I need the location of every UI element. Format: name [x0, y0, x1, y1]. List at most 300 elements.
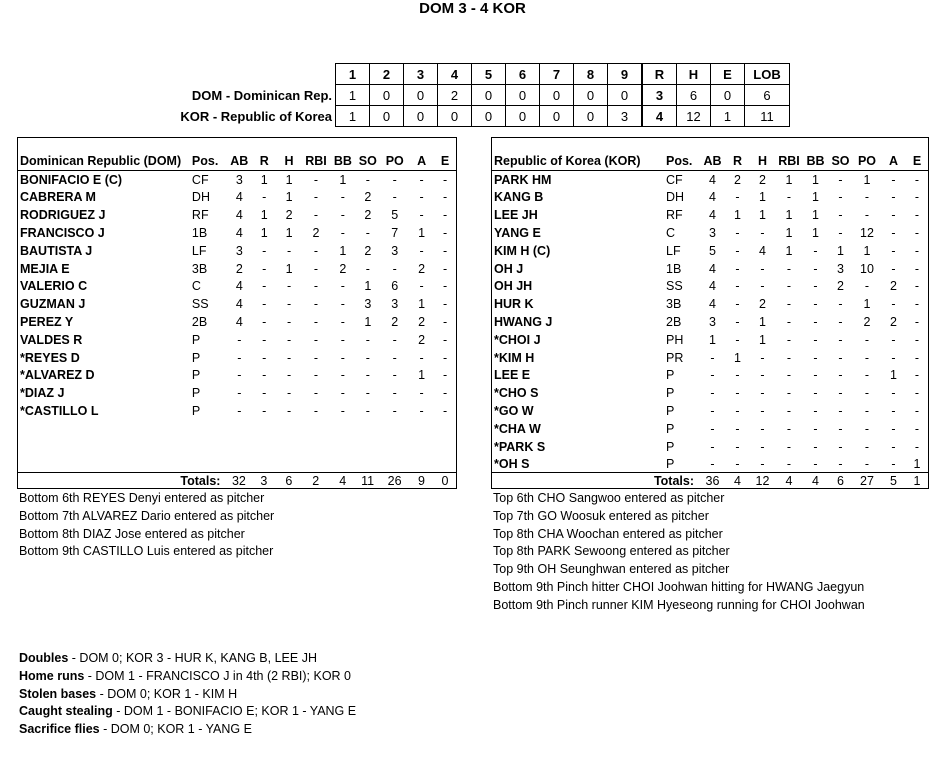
inning-score: 0 [472, 85, 506, 106]
total-cell: 2 [312, 473, 320, 488]
column-header: Pos. [664, 152, 700, 170]
player-position: PR [666, 350, 684, 365]
stat-cell: 1 [812, 226, 819, 241]
table-row [492, 349, 928, 367]
table-row [18, 206, 456, 224]
stat-cell: - [864, 350, 870, 365]
table-row [492, 278, 928, 296]
stat-cell: - [760, 368, 765, 383]
stat-cell: - [392, 404, 397, 419]
stat-cell: - [262, 332, 267, 347]
inning-header: 3 [404, 64, 438, 85]
stat-cell: 1 [837, 243, 844, 258]
stat-cell: - [365, 226, 370, 241]
kor-batting-table [492, 152, 928, 473]
stat-cell: - [313, 350, 319, 365]
stat-cell: 2 [837, 279, 844, 294]
stat-cell: - [864, 208, 870, 223]
stat-cell: - [891, 226, 896, 241]
stat-cell: 1 [285, 261, 293, 276]
stat-cell: 1 [260, 208, 268, 223]
player-name: PEREZ Y [20, 315, 74, 330]
player-name: OH JH [494, 279, 533, 294]
table-row [18, 278, 456, 296]
summary-text: - DOM 0; KOR 1 - KIM H [96, 686, 238, 701]
summary-label: Home runs [19, 668, 85, 683]
total-cell: 0 [441, 473, 449, 488]
table-row [492, 420, 928, 438]
stat-cell: 1 [418, 226, 426, 241]
stat-cell: 2 [759, 172, 766, 187]
player-position: P [191, 368, 201, 383]
player-position: P [191, 404, 201, 419]
summary-line [19, 703, 356, 721]
stat-cell: - [392, 190, 397, 205]
kor-substitution-notes [493, 490, 865, 615]
stat-cell: 1 [863, 243, 871, 258]
stat-cell: 1 [785, 243, 793, 258]
stat-cell: - [419, 190, 424, 205]
stat-cell: - [838, 350, 843, 365]
column-header: PO [853, 152, 881, 170]
table-row [492, 456, 928, 474]
player-name: *OH S [494, 457, 530, 472]
stat-cell: - [262, 261, 267, 276]
totals-row [18, 473, 456, 488]
stat-cell: - [365, 261, 370, 276]
player-name: *CASTILLO L [20, 404, 99, 419]
stat-cell: - [914, 404, 920, 419]
column-header: H [277, 152, 302, 170]
table-row [18, 402, 456, 420]
stat-cell: - [760, 457, 765, 472]
stat-cell: - [760, 226, 765, 241]
table-row [492, 367, 928, 385]
inning-score: 0 [540, 106, 574, 127]
stat-cell: - [442, 386, 448, 401]
table-row [18, 313, 456, 331]
stat-cell: - [313, 243, 319, 258]
column-header: SO [828, 152, 853, 170]
stat-cell: - [914, 243, 920, 258]
stat-cell: - [864, 190, 870, 205]
stat-cell: - [735, 332, 740, 347]
stat-cell: 1 [759, 190, 766, 205]
stat-cell: - [914, 421, 920, 436]
inning-header: 5 [472, 64, 506, 85]
stat-cell: - [786, 404, 792, 419]
player-name: HUR K [494, 297, 534, 312]
summary-label: Sacrifice flies [19, 722, 100, 737]
stat-cell: 1 [418, 368, 426, 383]
stat-cell: - [735, 421, 740, 436]
stat-cell: - [891, 297, 896, 312]
summary-label: Caught stealing [19, 704, 113, 719]
stat-cell: - [864, 421, 870, 436]
stat-cell: - [442, 208, 448, 223]
player-name: KIM H (C) [494, 243, 551, 258]
player-position: P [191, 386, 201, 401]
stat-cell: - [365, 404, 370, 419]
inning-score: 0 [404, 106, 438, 127]
stat-cell: - [710, 457, 715, 472]
stat-cell: - [710, 350, 715, 365]
player-position: P [666, 439, 675, 454]
inning-header: 4 [438, 64, 472, 85]
inning-score: 0 [370, 85, 404, 106]
player-name: FRANCISCO J [20, 226, 105, 241]
stat-cell: 6 [391, 279, 399, 294]
player-position: RF [666, 208, 683, 223]
stat-cell: 12 [860, 226, 874, 241]
box-header-row [18, 152, 456, 170]
inning-score: 0 [370, 106, 404, 127]
team-header: Republic of Korea (KOR) [492, 152, 664, 170]
player-position: CF [191, 172, 209, 187]
player-position: 3B [191, 261, 208, 276]
stat-cell: 5 [709, 243, 716, 258]
stat-cell: - [286, 404, 292, 419]
stat-cell: - [340, 404, 345, 419]
stat-cell: 3 [837, 261, 844, 276]
stat-cell: - [262, 279, 267, 294]
stat-cell: - [735, 368, 740, 383]
runs-header: R [642, 64, 677, 85]
stat-cell: - [392, 332, 397, 347]
stat-cell: - [864, 457, 870, 472]
substitution-note: Bottom 9th Pinch hitter CHOI Joohwan hitting for HWANG Jaegyun [493, 579, 865, 594]
player-name: *DIAZ J [20, 386, 65, 401]
stat-cell: - [442, 172, 448, 187]
page-title: DOM 3 - 4 KOR [419, 0, 526, 17]
player-position: P [666, 404, 675, 419]
player-name: *PARK S [494, 439, 546, 454]
stat-cell: 2 [391, 315, 399, 330]
stat-cell: - [838, 208, 843, 223]
stat-cell: - [838, 190, 843, 205]
stat-cell: - [914, 190, 920, 205]
stat-cell: - [735, 386, 740, 401]
stat-cell: 1 [759, 208, 766, 223]
stat-cell: 4 [235, 279, 243, 294]
errors-header: E [711, 64, 745, 85]
player-name: OH J [494, 261, 524, 276]
summary-text: - DOM 1 - FRANCISCO J in 4th (2 RBI); KOR 0 [84, 668, 352, 683]
player-position: P [191, 350, 201, 365]
stat-cell: - [313, 172, 319, 187]
stat-cell: 4 [709, 279, 716, 294]
box-header-row [492, 152, 928, 170]
stat-cell: - [365, 172, 370, 187]
stat-cell: 2 [759, 297, 766, 312]
team-errors: 0 [711, 85, 745, 106]
table-row [18, 295, 456, 313]
stat-cell: - [735, 190, 740, 205]
stat-cell: - [419, 279, 424, 294]
player-name: VALDES R [20, 332, 83, 347]
summary-line [19, 668, 356, 686]
stat-cell: - [419, 404, 424, 419]
stat-cell: - [760, 261, 765, 276]
stat-cell: - [286, 279, 292, 294]
stat-cell: - [760, 439, 765, 454]
stat-cell: - [286, 332, 292, 347]
substitution-note: Bottom 7th ALVAREZ Dario entered as pitcher [19, 508, 275, 523]
totals-label: Totals: [180, 473, 221, 488]
stat-cell: - [813, 386, 818, 401]
stat-cell: - [914, 261, 920, 276]
stat-cell: - [262, 315, 267, 330]
player-position: SS [191, 297, 209, 312]
stat-cell: - [838, 404, 843, 419]
stat-cell: - [313, 368, 319, 383]
line-score-table [170, 63, 790, 127]
table-row [18, 384, 456, 402]
inning-score: 0 [404, 85, 438, 106]
stat-cell: - [340, 386, 345, 401]
team-hits: 12 [677, 106, 711, 127]
stat-cell: - [442, 297, 448, 312]
inning-score: 1 [336, 85, 370, 106]
player-position: P [666, 386, 675, 401]
stat-cell: - [442, 332, 448, 347]
stat-cell: - [735, 457, 740, 472]
stat-cell: 1 [785, 226, 793, 241]
column-header: H [750, 152, 775, 170]
stat-cell: 1 [260, 172, 268, 187]
stat-cell: - [864, 386, 870, 401]
player-position: 3B [666, 297, 682, 312]
stat-cell: 3 [235, 172, 243, 187]
inning-score: 1 [336, 106, 370, 127]
stat-cell: - [735, 439, 740, 454]
stat-cell: - [442, 243, 448, 258]
stat-cell: - [914, 439, 920, 454]
inning-header: 9 [608, 64, 643, 85]
stat-cell: - [365, 332, 370, 347]
stat-cell: - [891, 404, 896, 419]
stat-cell: - [419, 350, 424, 365]
player-position: PH [666, 332, 684, 347]
total-cell: 4 [339, 473, 347, 488]
stat-cell: 1 [812, 190, 819, 205]
stat-cell: 2 [312, 226, 320, 241]
table-row [18, 367, 456, 385]
player-position: LF [191, 243, 207, 258]
stat-cell: - [864, 279, 870, 294]
team-lob: 6 [745, 85, 790, 106]
game-summary [19, 650, 356, 739]
stat-cell: 1 [285, 190, 293, 205]
stat-cell: - [838, 421, 843, 436]
player-name: GUZMAN J [20, 297, 86, 312]
stat-cell: - [813, 421, 818, 436]
inning-score: 0 [574, 85, 608, 106]
stat-cell: - [813, 297, 818, 312]
player-position: P [666, 457, 675, 472]
stat-cell: - [891, 172, 896, 187]
stat-cell: - [313, 279, 319, 294]
team-runs: 4 [642, 106, 677, 127]
player-position: LF [666, 243, 681, 258]
stat-cell: 4 [709, 208, 716, 223]
stat-cell: - [891, 243, 896, 258]
stat-cell: - [735, 279, 740, 294]
stat-cell: 1 [364, 279, 372, 294]
player-name: BONIFACIO E (C) [20, 172, 123, 187]
stat-cell: - [914, 208, 920, 223]
summary-label: Doubles [19, 651, 69, 665]
player-position: 1B [666, 261, 682, 276]
stat-cell: 1 [913, 457, 921, 472]
player-name: CABRERA M [20, 190, 96, 205]
table-row [492, 224, 928, 242]
stat-cell: - [813, 457, 818, 472]
stat-cell: - [864, 404, 870, 419]
stat-cell: - [786, 421, 792, 436]
stat-cell: 1 [285, 172, 293, 187]
stat-cell: - [864, 439, 870, 454]
stat-cell: 2 [890, 315, 897, 330]
stat-cell: - [838, 315, 843, 330]
summary-text: - DOM 0; KOR 3 - HUR K, KANG B, LEE JH [68, 651, 317, 665]
stat-cell: - [262, 404, 267, 419]
line-score-team-row [170, 85, 790, 106]
stat-cell: - [760, 386, 765, 401]
stat-cell: 1 [812, 172, 819, 187]
stat-cell: - [710, 421, 715, 436]
stat-cell: 2 [418, 332, 426, 347]
stat-cell: - [891, 439, 896, 454]
player-name: BAUTISTA J [20, 243, 93, 258]
team-errors: 1 [711, 106, 745, 127]
stat-cell: - [313, 315, 319, 330]
table-row [492, 189, 928, 207]
stat-cell: - [914, 332, 920, 347]
stat-cell: - [340, 279, 345, 294]
table-row [492, 384, 928, 402]
player-name: *ALVAREZ D [20, 368, 95, 383]
inning-score: 0 [506, 106, 540, 127]
stat-cell: 1 [759, 332, 766, 347]
stat-cell: - [313, 190, 319, 205]
stat-cell: - [286, 297, 292, 312]
dom-totals-row [18, 473, 456, 488]
column-header: R [725, 152, 750, 170]
hits-header: H [677, 64, 711, 85]
column-header: AB [700, 152, 725, 170]
stat-cell: - [340, 332, 345, 347]
stat-cell: - [710, 368, 715, 383]
column-header: PO [380, 152, 409, 170]
stat-cell: - [237, 368, 242, 383]
stat-cell: 3 [235, 243, 243, 258]
player-name: HWANG J [494, 315, 553, 330]
substitution-note: Bottom 6th REYES Denyi entered as pitcher [19, 491, 265, 505]
stat-cell: 2 [890, 279, 897, 294]
stat-cell: - [914, 226, 920, 241]
stat-cell: - [735, 243, 740, 258]
stat-cell: 1 [785, 208, 793, 223]
stat-cell: - [442, 279, 448, 294]
stat-cell: - [864, 368, 870, 383]
stat-cell: - [419, 172, 424, 187]
stat-cell: - [735, 315, 740, 330]
player-position: DH [191, 190, 210, 205]
player-name: VALERIO C [20, 279, 88, 294]
stat-cell: 2 [364, 190, 372, 205]
stat-cell: - [262, 368, 267, 383]
stat-cell: - [237, 350, 242, 365]
substitution-note: Bottom 9th Pinch runner KIM Hyeseong running for CHOI Joohwan [493, 597, 865, 612]
stat-cell: - [313, 386, 319, 401]
stat-cell: - [313, 332, 319, 347]
column-header: Pos. [190, 152, 227, 170]
stat-cell: - [813, 315, 818, 330]
stat-cell: - [786, 279, 792, 294]
stat-cell: - [365, 350, 370, 365]
player-position: DH [666, 190, 685, 205]
stat-cell: 4 [235, 190, 243, 205]
stat-cell: - [914, 386, 920, 401]
stat-cell: 5 [391, 208, 399, 223]
inning-score: 3 [608, 106, 643, 127]
table-row [492, 260, 928, 278]
stat-cell: - [786, 386, 792, 401]
stat-cell: - [340, 350, 345, 365]
player-position: P [666, 421, 675, 436]
inning-score: 0 [540, 85, 574, 106]
stat-cell: - [365, 368, 370, 383]
stat-cell: - [313, 208, 319, 223]
total-cell: 4 [734, 473, 741, 488]
stat-cell: - [813, 261, 818, 276]
stat-cell: - [813, 332, 818, 347]
player-position: RF [191, 208, 209, 223]
stat-cell: - [419, 386, 424, 401]
line-score-team-row [170, 106, 790, 127]
kor-totals-row [492, 473, 928, 488]
stat-cell: - [914, 350, 920, 365]
player-name: *CHOI J [494, 332, 541, 347]
stat-cell: - [914, 368, 920, 383]
total-cell: 26 [387, 473, 402, 488]
player-name: *CHA W [494, 421, 541, 436]
table-row [18, 331, 456, 349]
stat-cell: 1 [418, 297, 426, 312]
stat-cell: 2 [235, 261, 243, 276]
stat-cell: - [914, 315, 920, 330]
inning-score: 0 [438, 106, 472, 127]
stat-cell: - [760, 279, 765, 294]
inning-score: 0 [506, 85, 540, 106]
table-row [492, 331, 928, 349]
stat-cell: - [813, 279, 818, 294]
inning-header: 2 [370, 64, 404, 85]
summary-line [19, 686, 356, 704]
stat-cell: - [891, 386, 896, 401]
stat-cell: 1 [734, 350, 741, 365]
team-label: KOR - Republic of Korea [180, 108, 332, 124]
table-row [18, 242, 456, 260]
player-position: P [666, 368, 675, 383]
substitution-note: Top 8th CHA Woochan entered as pitcher [493, 526, 723, 541]
stat-cell: - [442, 226, 448, 241]
table-row [18, 260, 456, 278]
stat-cell: 3 [391, 297, 399, 312]
stat-cell: - [392, 261, 397, 276]
column-header: AB [227, 152, 252, 170]
